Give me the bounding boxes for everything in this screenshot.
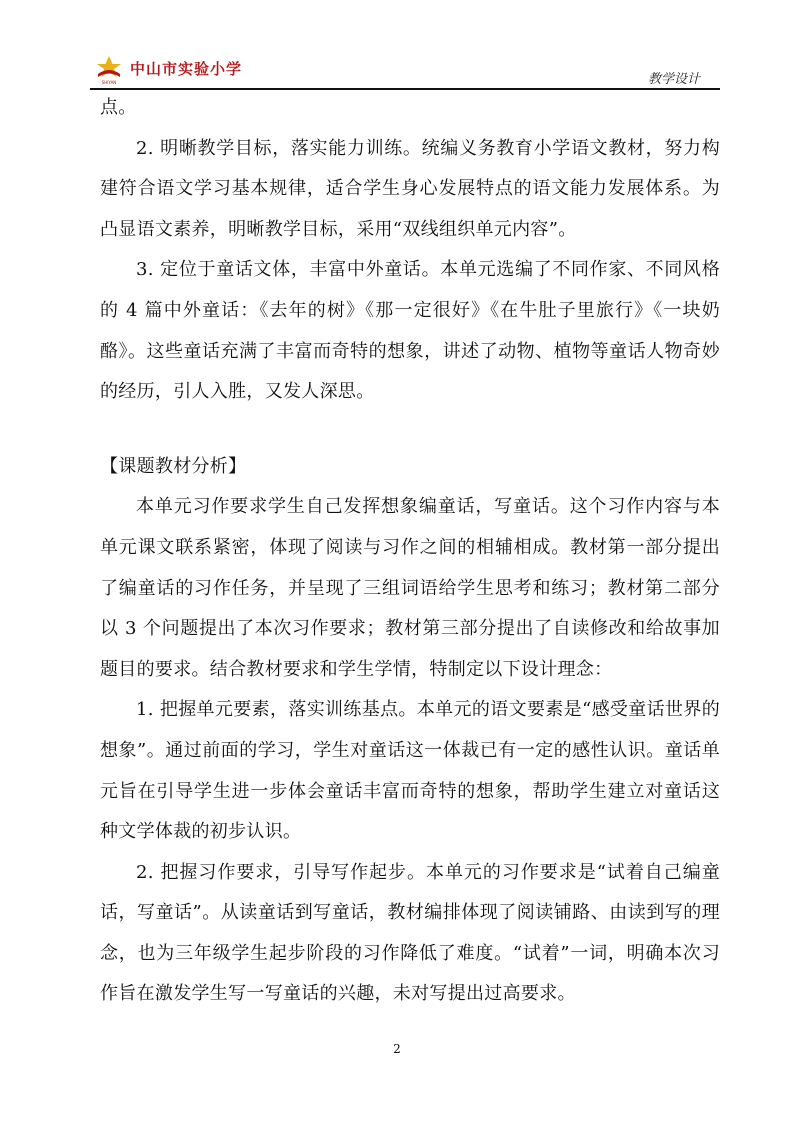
paragraph-teaching-goals: 2. 明晰教学目标，落实能力训练。统编义务教育小学语文教材，努力构建符合语文学习基本规律，适合学生身心发展特点的语文能力发展体系。为凸显语文素养，明晰教学目标，采用“双线组织单元内容”。 <box>100 137 720 240</box>
paragraph-unit-elements: 1. 把握单元要素，落实训练基点。本单元的语文要素是“感受童话世界的想象”。通过前面的学习，学生对童话这一体裁已有一定的感性认识。童话单元旨在引导学生进一步体会童话丰富而奇特的想象，帮助学生建立对童话这种文学体裁的初步认识。 <box>100 699 720 843</box>
paragraph-textbook-analysis: 本单元习作要求学生自己发挥想象编童话，写童话。这个习作内容与本单元课文联系紧密，体现了阅读与习作之间的相辅相成。教材第一部分提出了编童话的习作任务，并呈现了三组词语给学生思考和练习；教材第二部分以 3 个问题提出了本次习作要求；教材第三部分提出了自读修改和给故事加题目的要求。结合教材要求和学生学情，特制定以下设计理念： <box>100 496 720 680</box>
school-name: 中山市实验小学 <box>130 60 243 78</box>
document-body <box>100 88 720 1015</box>
paragraph-continuation: 点。 <box>100 97 137 118</box>
page-header <box>90 52 720 88</box>
page-number: 2 <box>393 1042 401 1056</box>
paragraph-writing-requirements: 2. 把握习作要求，引导写作起步。本单元的习作要求是“试着自己编童话，写童话”。从读童话到写童话，教材编排体现了阅读铺路、由读到写的理念，也为三年级学生起步阶段的习作降低了难度。“试着”一词，明确本次习作旨在激发学生写一写童话的兴趣，未对写提出过高要求。 <box>100 861 720 1005</box>
section-heading: 【课题教材分析】 <box>100 455 247 477</box>
paragraph-fairy-tale-genre: 3. 定位于童话文体，丰富中外童话。本单元选编了不同作家、不同风格的 4 篇中外童话：《去年的树》《那一定很好》《在牛肚子里旅行》《一块奶酪》。这些童话充满了丰富而奇特的想象，讲述了动物、植物等童话人物奇妙的经历，引人入胜，又发人深思。 <box>100 259 720 403</box>
document-type-label: 教学设计 <box>647 72 700 87</box>
logo-text: SHIYAN <box>101 80 117 85</box>
school-logo-icon <box>94 54 124 86</box>
